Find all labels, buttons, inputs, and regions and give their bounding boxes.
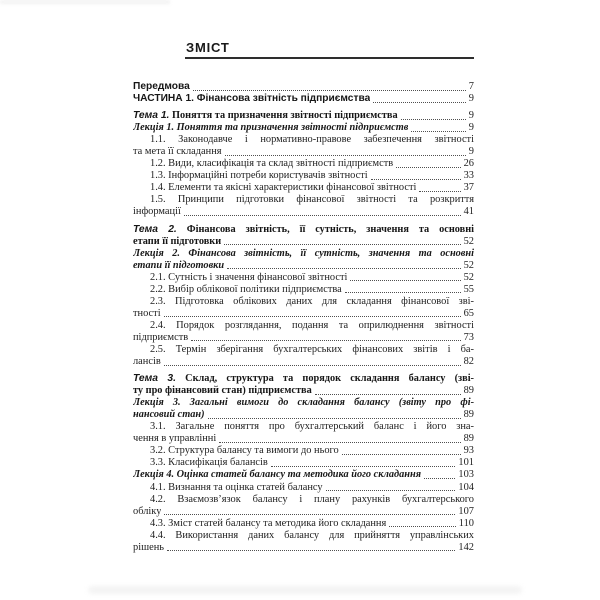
page-number: 41 bbox=[463, 206, 474, 218]
toc-line-text: 4.1. Визнання та оцінка статей балансу bbox=[150, 481, 323, 493]
toc-line bbox=[133, 457, 268, 469]
toc-row bbox=[133, 356, 474, 368]
dot-leader bbox=[164, 316, 461, 317]
page-number: 65 bbox=[463, 307, 474, 319]
toc-entry bbox=[133, 81, 474, 93]
toc-entry bbox=[133, 530, 474, 554]
toc-row bbox=[133, 385, 474, 397]
toc-line bbox=[133, 260, 224, 272]
entry-number-prefix: Тема 1. bbox=[133, 110, 170, 122]
toc-line-text: та мета її складання bbox=[133, 146, 222, 158]
toc-row bbox=[133, 224, 474, 236]
page-number: 104 bbox=[458, 481, 474, 493]
toc-entry bbox=[133, 320, 474, 344]
page-number: 103 bbox=[458, 469, 474, 481]
toc-line-text: Передмова bbox=[133, 81, 190, 92]
toc-line-text: Лекція 2. Фінансова звітність, її сутність, значення та основні bbox=[133, 247, 474, 259]
entry-number-prefix: Тема 3. bbox=[133, 373, 176, 385]
toc-row bbox=[133, 296, 474, 308]
toc-entry bbox=[133, 93, 474, 105]
scan-artifact-bottom bbox=[88, 586, 522, 594]
toc-line bbox=[133, 308, 161, 320]
toc-entry bbox=[133, 248, 474, 272]
toc-row bbox=[133, 206, 474, 218]
toc-row bbox=[133, 134, 474, 146]
page-number: 33 bbox=[463, 170, 474, 182]
page-number: 107 bbox=[458, 505, 474, 517]
toc-entry bbox=[133, 518, 474, 530]
toc-line bbox=[133, 146, 222, 158]
toc-line-text: Лекція 3. Загальні вимоги до складання балансу (звіту про фі- bbox=[133, 397, 474, 409]
dot-leader bbox=[164, 514, 455, 515]
toc-line-text: Лекція 1. Поняття та призначення звітності підприємств bbox=[133, 122, 409, 134]
dot-leader bbox=[389, 526, 456, 527]
toc-row bbox=[133, 494, 474, 506]
toc-row bbox=[133, 260, 474, 272]
page-number: 93 bbox=[463, 445, 474, 457]
toc-line bbox=[133, 385, 312, 397]
toc-entry bbox=[133, 296, 474, 320]
toc-line-text: ЧАСТИНА 1. Фінансова звітність підприємства bbox=[133, 93, 371, 105]
toc-entry bbox=[133, 344, 474, 368]
toc-line bbox=[133, 272, 347, 284]
page-number: 110 bbox=[458, 517, 474, 529]
toc-row bbox=[133, 320, 474, 332]
toc-row bbox=[133, 93, 474, 105]
toc-line-text: Фінансова звітність, її сутність, значення та основні bbox=[186, 223, 474, 235]
dot-leader bbox=[208, 418, 461, 419]
dot-leader bbox=[350, 280, 460, 281]
title-underline bbox=[185, 57, 474, 59]
toc-line-text: 2.2. Вибір облікової політики підприємства bbox=[150, 283, 342, 295]
toc-line-text: 3.2. Структура балансу та вимоги до нього bbox=[150, 445, 339, 457]
toc-row bbox=[133, 182, 474, 194]
toc-entry bbox=[133, 457, 474, 469]
toc-entry bbox=[133, 494, 474, 518]
toc-line bbox=[133, 518, 386, 530]
toc-line bbox=[133, 332, 188, 344]
toc-row bbox=[133, 518, 474, 530]
toc-row bbox=[133, 170, 474, 182]
page-title: ЗМІСТ bbox=[186, 40, 230, 55]
toc-line-text: 4.4. Використання даних балансу для прийняття управлінських bbox=[150, 529, 474, 541]
toc-line-text: 3.1. Загальне поняття про бухгалтерський баланс і його зна- bbox=[150, 421, 474, 433]
page-number: 37 bbox=[463, 182, 474, 194]
toc-row bbox=[133, 530, 474, 542]
toc-row bbox=[133, 284, 474, 296]
dot-leader bbox=[401, 119, 466, 120]
page-number: 89 bbox=[463, 385, 474, 397]
toc-line-text: 1.5. Принципи підготовки фінансової звітності та розкриття bbox=[150, 194, 474, 206]
dot-leader bbox=[271, 466, 456, 467]
toc-line bbox=[133, 206, 181, 218]
toc-entry bbox=[133, 469, 474, 481]
toc-row bbox=[133, 542, 474, 554]
dot-leader bbox=[373, 102, 466, 103]
toc-row bbox=[133, 81, 474, 93]
toc-line-text: 4.3. Зміст статей балансу та методика його складання bbox=[150, 517, 387, 529]
toc-list bbox=[133, 81, 474, 554]
toc-line-text: Лекція 4. Оцінка статей балансу та методика його складання bbox=[133, 469, 422, 481]
page-number: 82 bbox=[463, 356, 474, 368]
toc-line bbox=[133, 482, 323, 494]
page-number: 9 bbox=[468, 93, 474, 105]
toc-entry bbox=[133, 397, 474, 421]
toc-line-text: лансів bbox=[133, 356, 161, 368]
dot-leader bbox=[164, 365, 461, 366]
page-number: 142 bbox=[458, 541, 474, 553]
toc-entry bbox=[133, 110, 474, 122]
toc-line bbox=[133, 93, 370, 105]
toc-entry bbox=[133, 170, 474, 182]
toc-line-text: 3.3. Класифікація балансів bbox=[150, 457, 268, 469]
toc-row bbox=[133, 373, 474, 385]
toc-line-text: тності bbox=[133, 307, 161, 319]
page-number: 52 bbox=[463, 259, 474, 271]
toc-entry bbox=[133, 421, 474, 445]
toc-row bbox=[133, 308, 474, 320]
toc-line-text: 1.3. Інформаційні потреби користувачів звітності bbox=[150, 170, 368, 182]
toc-line-text: 1.2. Види, класифікація та склад звітності підприємств bbox=[150, 158, 394, 170]
toc-entry bbox=[133, 194, 474, 218]
page-number: 9 bbox=[468, 122, 474, 134]
entry-number-prefix: Тема 2. bbox=[133, 223, 177, 235]
toc-row bbox=[133, 236, 474, 248]
dot-leader bbox=[419, 191, 460, 192]
dot-leader bbox=[326, 490, 456, 491]
toc-line-text: нансовий стан) bbox=[133, 409, 205, 421]
dot-leader bbox=[315, 394, 461, 395]
toc-line bbox=[133, 122, 408, 134]
toc-line-text: 4.2. Взаємозв’язок балансу і плану рахунків бухгалтерського bbox=[150, 493, 474, 505]
toc-entry bbox=[133, 284, 474, 296]
page-number: 26 bbox=[463, 158, 474, 170]
toc-entry bbox=[133, 122, 474, 134]
toc-row bbox=[133, 158, 474, 170]
page-number: 89 bbox=[463, 433, 474, 445]
toc-row bbox=[133, 122, 474, 134]
dot-leader bbox=[371, 179, 461, 180]
toc-line-text: етапи її підготовки bbox=[133, 259, 225, 271]
toc-row bbox=[133, 506, 474, 518]
toc-row bbox=[133, 469, 474, 481]
toc-row bbox=[133, 445, 474, 457]
toc-row bbox=[133, 457, 474, 469]
page-number: 89 bbox=[463, 409, 474, 421]
toc-entry bbox=[133, 224, 474, 248]
toc-row bbox=[133, 272, 474, 284]
page-number: 52 bbox=[463, 235, 474, 247]
toc-line bbox=[133, 110, 398, 122]
toc-line-text: чення в управлінні bbox=[133, 433, 217, 445]
toc-row bbox=[133, 409, 474, 421]
toc-line-text: 2.1. Сутність і значення фінансової звітності bbox=[150, 271, 348, 283]
toc-entry bbox=[133, 482, 474, 494]
page-number: 55 bbox=[463, 283, 474, 295]
dot-leader bbox=[193, 90, 466, 91]
toc-line-text: 2.4. Порядок розглядання, подання та оприлюднення звітності bbox=[150, 319, 474, 331]
toc-row bbox=[133, 421, 474, 433]
toc-row bbox=[133, 433, 474, 445]
page-number: 52 bbox=[463, 271, 474, 283]
toc-row bbox=[133, 344, 474, 356]
page-number: 9 bbox=[468, 110, 474, 122]
toc-row bbox=[133, 248, 474, 260]
toc-line bbox=[133, 81, 190, 93]
toc-row bbox=[133, 110, 474, 122]
toc-entry bbox=[133, 272, 474, 284]
page-number: 7 bbox=[468, 81, 474, 92]
toc-line bbox=[133, 236, 221, 248]
page-number: 9 bbox=[468, 146, 474, 158]
toc-entry bbox=[133, 373, 474, 397]
toc-line-text: Склад, структура та порядок складання балансу (зві- bbox=[185, 373, 474, 385]
toc-line bbox=[133, 182, 416, 194]
page-number: 101 bbox=[458, 457, 474, 469]
toc-line-text: 2.3. Підготовка облікових даних для складання фінансової зві- bbox=[150, 295, 474, 307]
dot-leader bbox=[342, 454, 461, 455]
toc-line-text: обліку bbox=[133, 505, 162, 517]
toc-line bbox=[133, 445, 339, 457]
toc-line-text: 1.1. Законодавче і нормативно-правове забезпечення звітності bbox=[150, 134, 474, 146]
toc-row bbox=[133, 397, 474, 409]
toc-line bbox=[133, 433, 216, 445]
dot-leader bbox=[219, 442, 460, 443]
toc-line bbox=[133, 284, 342, 296]
toc-line bbox=[133, 469, 421, 481]
toc-entry bbox=[133, 445, 474, 457]
toc-line-text: ту про фінансовий стан) підприємства bbox=[133, 385, 312, 397]
dot-leader bbox=[411, 131, 465, 132]
toc-line bbox=[133, 356, 161, 368]
toc-entry bbox=[133, 134, 474, 158]
toc-line bbox=[133, 170, 368, 182]
toc-line bbox=[133, 158, 393, 170]
dot-leader bbox=[424, 478, 455, 479]
toc-row bbox=[133, 194, 474, 206]
toc-line-text: підприємств bbox=[133, 331, 189, 343]
toc-line-text: етапи її підготовки bbox=[133, 235, 222, 247]
dot-leader bbox=[227, 268, 460, 269]
dot-leader bbox=[167, 550, 455, 551]
toc-line-text: інформації bbox=[133, 206, 181, 218]
dot-leader bbox=[224, 244, 460, 245]
dot-leader bbox=[184, 215, 461, 216]
toc-line bbox=[133, 542, 164, 554]
toc-row bbox=[133, 146, 474, 158]
scan-artifact-top bbox=[0, 0, 170, 4]
toc-entry bbox=[133, 158, 474, 170]
dot-leader bbox=[191, 340, 460, 341]
toc-row bbox=[133, 482, 474, 494]
toc-line-text: рішень bbox=[133, 541, 164, 553]
toc-line bbox=[133, 409, 205, 421]
toc-line-text: 2.5. Термін зберігання бухгалтерських фінансових звітів і ба- bbox=[150, 343, 474, 355]
page-number: 73 bbox=[463, 331, 474, 343]
toc-line-text: Поняття та призначення звітності підприємства bbox=[172, 110, 398, 122]
toc-row bbox=[133, 332, 474, 344]
dot-leader bbox=[345, 292, 461, 293]
toc-line bbox=[133, 506, 161, 518]
toc-entry bbox=[133, 182, 474, 194]
dot-leader bbox=[396, 167, 460, 168]
toc-line-text: 1.4. Елементи та якісні характеристики фінансової звітності bbox=[150, 182, 417, 194]
dot-leader bbox=[225, 155, 466, 156]
